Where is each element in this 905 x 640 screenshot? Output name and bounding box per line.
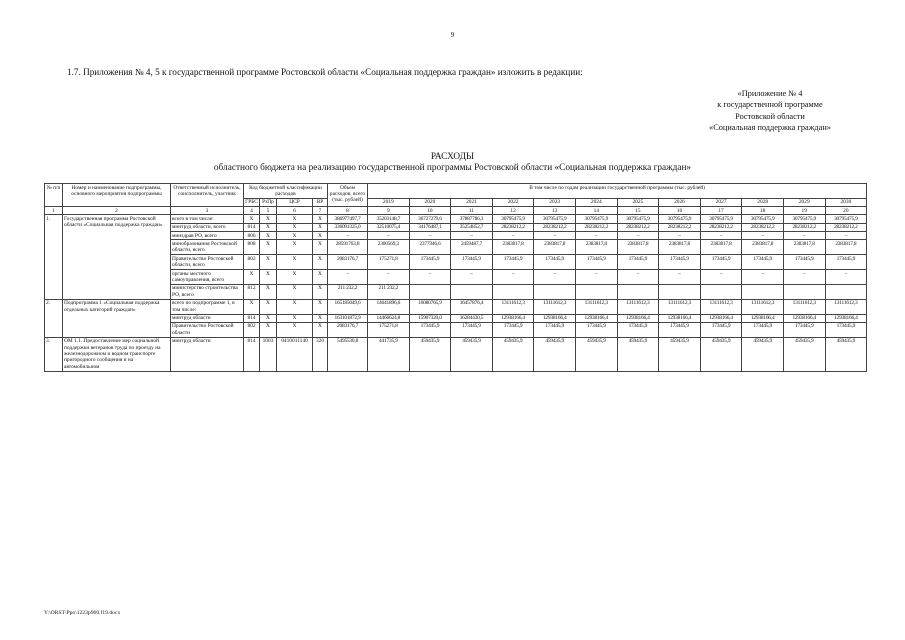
year-value-cell: 173445,9 xyxy=(617,255,659,270)
rzpr-cell: Х xyxy=(260,255,277,270)
header-years-group: В том числе по годам реализации государственной программы (тыс. рублей) xyxy=(368,184,867,199)
year-value-cell: 173445,9 xyxy=(659,322,701,337)
year-value-cell: – xyxy=(700,232,742,240)
column-number: 3 xyxy=(171,207,244,215)
header-year: 2023 xyxy=(534,198,576,206)
year-value-cell: – xyxy=(368,232,410,240)
year-value-cell xyxy=(492,284,534,299)
vr-cell: Х xyxy=(313,299,328,314)
year-value-cell: 30795475,9 xyxy=(700,215,742,223)
total-cell: 336091325,0 xyxy=(328,223,368,231)
year-value-cell: 2383817,8 xyxy=(700,240,742,255)
year-value-cell: 12938166,4 xyxy=(825,314,867,322)
rzpr-cell: Х xyxy=(260,299,277,314)
year-value-cell: 173445,9 xyxy=(659,255,701,270)
csr-cell: Х xyxy=(277,284,313,299)
rzpr-cell: Х xyxy=(260,322,277,337)
column-number: 20 xyxy=(825,207,867,215)
vr-cell: Х xyxy=(313,232,328,240)
column-number: 1 xyxy=(45,207,63,215)
year-value-cell: – xyxy=(700,270,742,285)
vr-cell: Х xyxy=(313,215,328,223)
csr-cell: Х xyxy=(277,232,313,240)
column-number: 2 xyxy=(63,207,171,215)
grbs-cell: 806 xyxy=(244,232,260,240)
year-value-cell: 459435,9 xyxy=(659,337,701,371)
header-name: Номер и наименование подпрограммы, основного мероприятия подпрограммы xyxy=(63,184,171,207)
year-value-cell: 16080765,9 xyxy=(409,299,451,314)
year-value-cell: 2383817,8 xyxy=(783,240,825,255)
year-value-cell: – xyxy=(575,270,617,285)
header-year: 2020 xyxy=(409,198,451,206)
appendix-line: «Приложение № 4 xyxy=(737,89,803,98)
year-value-cell: 2383817,8 xyxy=(534,240,576,255)
year-value-cell: 459435,9 xyxy=(617,337,659,371)
year-value-cell: 12938166,4 xyxy=(534,314,576,322)
csr-cell: Х xyxy=(277,255,313,270)
year-value-cell xyxy=(575,284,617,299)
year-value-cell: 12938166,4 xyxy=(617,314,659,322)
total-cell: 211 232,2 xyxy=(328,284,368,299)
year-value-cell: – xyxy=(742,270,784,285)
year-value-cell: 2383817,8 xyxy=(492,240,534,255)
csr-cell: 0410011140 xyxy=(277,337,313,371)
total-cell: 165185049,6 xyxy=(328,299,368,314)
year-value-cell: 12938166,4 xyxy=(783,314,825,322)
header-rzpr: РзПр xyxy=(260,198,277,206)
column-number: 18 xyxy=(742,207,784,215)
year-value-cell: 30795475,9 xyxy=(659,215,701,223)
grbs-cell: 808 xyxy=(244,240,260,255)
column-number: 10 xyxy=(409,207,451,215)
appendix-line: «Социальная поддержка граждан» xyxy=(709,123,831,133)
vr-cell: Х xyxy=(313,223,328,231)
year-value-cell: 173445,9 xyxy=(783,322,825,337)
year-value-cell: 28238212,2 xyxy=(617,223,659,231)
year-value-cell xyxy=(534,284,576,299)
year-value-cell: – xyxy=(659,232,701,240)
header-year: 2027 xyxy=(700,198,742,206)
header-year: 2019 xyxy=(368,198,410,206)
grbs-cell: Х xyxy=(244,299,260,314)
executor-cell: минздрав РО, всего xyxy=(171,232,244,240)
year-value-cell: 30795475,9 xyxy=(783,215,825,223)
year-value-cell xyxy=(617,284,659,299)
executor-cell: Правительство Ростовской области xyxy=(171,322,244,337)
vr-cell: Х xyxy=(313,270,328,285)
year-value-cell: 2383817,8 xyxy=(617,240,659,255)
year-value-cell: 30795475,9 xyxy=(825,215,867,223)
vr-cell: Х xyxy=(313,284,328,299)
year-value-cell: 459435,9 xyxy=(742,337,784,371)
rzpr-cell: Х xyxy=(260,232,277,240)
year-value-cell: 13111612,3 xyxy=(783,299,825,314)
table-row xyxy=(45,337,867,371)
year-value-cell: 13111612,3 xyxy=(659,299,701,314)
year-value-cell: 16284430,5 xyxy=(451,314,493,322)
year-value-cell: – xyxy=(534,270,576,285)
title-line: РАСХОДЫ xyxy=(430,152,475,162)
year-value-cell: 13111612,3 xyxy=(575,299,617,314)
year-value-cell: 173445,9 xyxy=(534,322,576,337)
year-value-cell: 2383817,8 xyxy=(825,240,867,255)
rzpr-cell: Х xyxy=(260,240,277,255)
intro-paragraph: 1.7. Приложения № 4, 5 к государственной программе Ростовской области «Социальная поддержка граждан» изложить в редакции: xyxy=(67,67,583,77)
year-value-cell: 30795475,9 xyxy=(492,215,534,223)
year-value-cell: – xyxy=(742,232,784,240)
row-number: 2. xyxy=(45,299,63,337)
total-cell: 163101872,9 xyxy=(328,314,368,322)
year-value-cell: – xyxy=(409,232,451,240)
table-row xyxy=(45,299,867,314)
vr-cell: Х xyxy=(313,314,328,322)
total-cell: 2083176,7 xyxy=(328,255,368,270)
executor-cell: всего в том числе: xyxy=(171,215,244,223)
csr-cell: Х xyxy=(277,314,313,322)
total-cell: 5495530,8 xyxy=(328,337,368,371)
year-value-cell: 2383817,8 xyxy=(742,240,784,255)
year-value-cell: 2383817,8 xyxy=(575,240,617,255)
year-value-cell: 12938166,4 xyxy=(742,314,784,322)
total-cell: 386977497,7 xyxy=(328,215,368,223)
year-value-cell xyxy=(451,284,493,299)
year-value-cell: 173445,9 xyxy=(700,322,742,337)
year-value-cell: 28238212,2 xyxy=(575,223,617,231)
year-value-cell: 459435,9 xyxy=(492,337,534,371)
year-value-cell: 459435,9 xyxy=(451,337,493,371)
year-value-cell: 173445,9 xyxy=(783,255,825,270)
executor-cell: органы местного самоуправления, всего xyxy=(171,270,244,285)
header-total: Объем расходов, всего (тыс. рублей) xyxy=(328,184,368,207)
column-number: 9 xyxy=(368,207,410,215)
header-year: 2024 xyxy=(575,198,617,206)
year-value-cell: 12938166,4 xyxy=(575,314,617,322)
page-number: 9 xyxy=(450,31,455,39)
year-value-cell: 211 232,2 xyxy=(368,284,410,299)
year-value-cell: 37887786,3 xyxy=(451,215,493,223)
column-number: 16 xyxy=(659,207,701,215)
year-value-cell xyxy=(825,284,867,299)
year-value-cell: 36727279,6 xyxy=(409,215,451,223)
year-value-cell: 173445,9 xyxy=(409,322,451,337)
rzpr-cell: Х xyxy=(260,215,277,223)
year-value-cell: 459435,9 xyxy=(783,337,825,371)
year-value-cell: 12938166,4 xyxy=(700,314,742,322)
row-number: 1. xyxy=(45,215,63,299)
csr-cell: Х xyxy=(277,240,313,255)
csr-cell: Х xyxy=(277,322,313,337)
year-value-cell: 30795475,9 xyxy=(742,215,784,223)
year-value-cell: 173445,9 xyxy=(492,322,534,337)
year-value-cell: 459435,9 xyxy=(409,337,451,371)
year-value-cell: 12938166,4 xyxy=(659,314,701,322)
year-value-cell: 13111612,3 xyxy=(700,299,742,314)
header-year: 2030 xyxy=(825,198,867,206)
year-value-cell: 459435,9 xyxy=(534,337,576,371)
year-value-cell: 441735,9 xyxy=(368,337,410,371)
grbs-cell: 814 xyxy=(244,223,260,231)
year-value-cell: 14641896,6 xyxy=(368,299,410,314)
grbs-cell: 802 xyxy=(244,255,260,270)
executor-cell: минтруд области xyxy=(171,314,244,322)
column-number: 14 xyxy=(575,207,617,215)
year-value-cell: 175271,8 xyxy=(368,255,410,270)
grbs-cell: 814 xyxy=(244,314,260,322)
year-value-cell: 30795475,9 xyxy=(575,215,617,223)
total-cell: – xyxy=(328,270,368,285)
column-numbers-row xyxy=(45,207,867,215)
year-value-cell: – xyxy=(617,232,659,240)
header-csr: ЦСР xyxy=(277,198,313,206)
vr-cell: 320 xyxy=(313,337,328,371)
total-cell: 2083176,7 xyxy=(328,322,368,337)
year-value-cell: 15907320,0 xyxy=(409,314,451,322)
total-cell: 28591763,8 xyxy=(328,240,368,255)
header-year: 2021 xyxy=(451,198,493,206)
executor-cell: минтруд области, всего xyxy=(171,223,244,231)
appendix-line: Ростовской области xyxy=(735,111,805,121)
header-num: № п/п xyxy=(45,184,63,207)
column-number: 8 xyxy=(328,207,368,215)
year-value-cell: 35254852,7 xyxy=(451,223,493,231)
year-value-cell: 13111612,3 xyxy=(492,299,534,314)
year-value-cell: – xyxy=(451,270,493,285)
executor-cell: минобразования Ростовской области, всего xyxy=(171,240,244,255)
year-value-cell: – xyxy=(783,232,825,240)
year-value-cell: 14466624,8 xyxy=(368,314,410,322)
title-subline: областного бюджета на реализацию государственной программы Ростовской области «Социальная поддержка граждан» xyxy=(213,163,692,173)
column-number: 6 xyxy=(277,207,313,215)
year-value-cell: 173445,9 xyxy=(742,255,784,270)
executor-cell: министерство строительства РО, всего xyxy=(171,284,244,299)
year-value-cell: – xyxy=(617,270,659,285)
vr-cell: Х xyxy=(313,255,328,270)
year-value-cell: 173445,9 xyxy=(700,255,742,270)
column-number: 7 xyxy=(313,207,328,215)
year-value-cell: – xyxy=(783,270,825,285)
year-value-cell: – xyxy=(451,232,493,240)
executor-cell: Правительство Ростовской области, всего xyxy=(171,255,244,270)
year-value-cell: 30795475,9 xyxy=(617,215,659,223)
program-name: ОМ 1.1. Предоставление мер социальной поддержки ветеранов труда по проезду на железнодорожном и водном транспорте пригородного сообщения и на автомобильном xyxy=(63,337,171,371)
year-value-cell: 173445,9 xyxy=(409,255,451,270)
year-value-cell: 12938166,4 xyxy=(492,314,534,322)
column-number: 5 xyxy=(260,207,277,215)
year-value-cell: 2459487,7 xyxy=(451,240,493,255)
row-number: 3. xyxy=(45,337,63,371)
year-value-cell: – xyxy=(534,232,576,240)
rzpr-cell: Х xyxy=(260,270,277,285)
header-year: 2025 xyxy=(617,198,659,206)
year-value-cell: 173445,9 xyxy=(451,255,493,270)
year-value-cell: 2377346,6 xyxy=(409,240,451,255)
expenses-table xyxy=(44,183,867,372)
appendix-heading xyxy=(640,88,900,134)
grbs-cell: Х xyxy=(244,215,260,223)
year-value-cell: – xyxy=(825,232,867,240)
year-value-cell: 30795475,9 xyxy=(534,215,576,223)
column-number: 15 xyxy=(617,207,659,215)
year-value-cell: 173445,9 xyxy=(575,322,617,337)
year-value-cell: 175271,8 xyxy=(368,322,410,337)
year-value-cell: – xyxy=(368,270,410,285)
table-row xyxy=(45,215,867,223)
year-value-cell: 173445,9 xyxy=(451,322,493,337)
file-path-footer: Y:\ORST\Ppo\1223p960.f19.docx xyxy=(44,610,121,616)
year-value-cell: 173445,9 xyxy=(575,255,617,270)
rzpr-cell: Х xyxy=(260,223,277,231)
header-executor: Ответственный исполнитель, соисполнитель, участник xyxy=(171,184,244,207)
year-value-cell: 13111612,3 xyxy=(617,299,659,314)
header-year: 2022 xyxy=(492,198,534,206)
column-number: 17 xyxy=(700,207,742,215)
vr-cell: Х xyxy=(313,322,328,337)
year-value-cell xyxy=(742,284,784,299)
year-value-cell: 13111612,3 xyxy=(825,299,867,314)
header-vr: ВР xyxy=(313,198,328,206)
column-number: 11 xyxy=(451,207,493,215)
year-value-cell: 2300569,3 xyxy=(368,240,410,255)
year-value-cell: – xyxy=(492,232,534,240)
total-cell: – xyxy=(328,232,368,240)
year-value-cell: 173445,9 xyxy=(825,322,867,337)
executor-cell: всего по подпрограмме 1, в том числе: xyxy=(171,299,244,314)
grbs-cell: 812 xyxy=(244,284,260,299)
vr-cell: Х xyxy=(313,240,328,255)
column-number: 19 xyxy=(783,207,825,215)
year-value-cell: 28238212,2 xyxy=(534,223,576,231)
year-value-cell: 173445,9 xyxy=(534,255,576,270)
year-value-cell: 459435,9 xyxy=(575,337,617,371)
appendix-line: к государственной программе xyxy=(717,100,823,110)
csr-cell: Х xyxy=(277,270,313,285)
year-value-cell: 459435,9 xyxy=(825,337,867,371)
year-value-cell: 173445,9 xyxy=(742,322,784,337)
column-number: 13 xyxy=(534,207,576,215)
year-value-cell: 16457876,4 xyxy=(451,299,493,314)
rzpr-cell: Х xyxy=(260,284,277,299)
header-grbs: ГРБС xyxy=(245,199,258,206)
year-value-cell: 34176487,1 xyxy=(409,223,451,231)
column-number: 12 xyxy=(492,207,534,215)
header-budget-code: Код бюджетной классификации расходов xyxy=(244,184,328,199)
year-value-cell: 28238212,2 xyxy=(742,223,784,231)
grbs-cell: Х xyxy=(244,270,260,285)
csr-cell: Х xyxy=(277,223,313,231)
year-value-cell: – xyxy=(825,270,867,285)
year-value-cell: 28238212,2 xyxy=(492,223,534,231)
grbs-cell: 814 xyxy=(244,337,260,371)
year-value-cell xyxy=(783,284,825,299)
year-value-cell xyxy=(659,284,701,299)
executor-cell: минтруд области xyxy=(171,337,244,371)
csr-cell: Х xyxy=(277,299,313,314)
year-value-cell: – xyxy=(575,232,617,240)
rzpr-cell: 1003 xyxy=(260,337,277,371)
year-value-cell: 459435,9 xyxy=(700,337,742,371)
program-name: Подпрограмма 1 «Социальная поддержка отдельных категорий граждан» xyxy=(63,299,171,337)
year-value-cell: – xyxy=(659,270,701,285)
year-value-cell: 173445,9 xyxy=(492,255,534,270)
year-value-cell: 13111612,3 xyxy=(534,299,576,314)
year-value-cell: 28238212,2 xyxy=(783,223,825,231)
year-value-cell xyxy=(700,284,742,299)
document-title xyxy=(0,152,905,174)
header-year: 2026 xyxy=(659,198,701,206)
year-value-cell: 35203148,7 xyxy=(368,215,410,223)
column-number: 4 xyxy=(244,207,260,215)
grbs-cell: 802 xyxy=(244,322,260,337)
year-value-cell: 28238212,2 xyxy=(659,223,701,231)
header-year: 2028 xyxy=(742,198,784,206)
year-value-cell: 2383817,8 xyxy=(659,240,701,255)
year-value-cell: 173445,9 xyxy=(825,255,867,270)
year-value-cell: 173445,9 xyxy=(617,322,659,337)
rzpr-cell: Х xyxy=(260,314,277,322)
csr-cell: Х xyxy=(277,215,313,223)
year-value-cell: 28238212,2 xyxy=(700,223,742,231)
program-name: Государственная программа Ростовской области «Социальная поддержка граждан» xyxy=(63,215,171,299)
header-year: 2029 xyxy=(783,198,825,206)
year-value-cell: – xyxy=(492,270,534,285)
year-value-cell: 28238212,2 xyxy=(825,223,867,231)
year-value-cell: – xyxy=(409,270,451,285)
year-value-cell xyxy=(409,284,451,299)
year-value-cell: 32510075,4 xyxy=(368,223,410,231)
year-value-cell: 13111612,3 xyxy=(742,299,784,314)
